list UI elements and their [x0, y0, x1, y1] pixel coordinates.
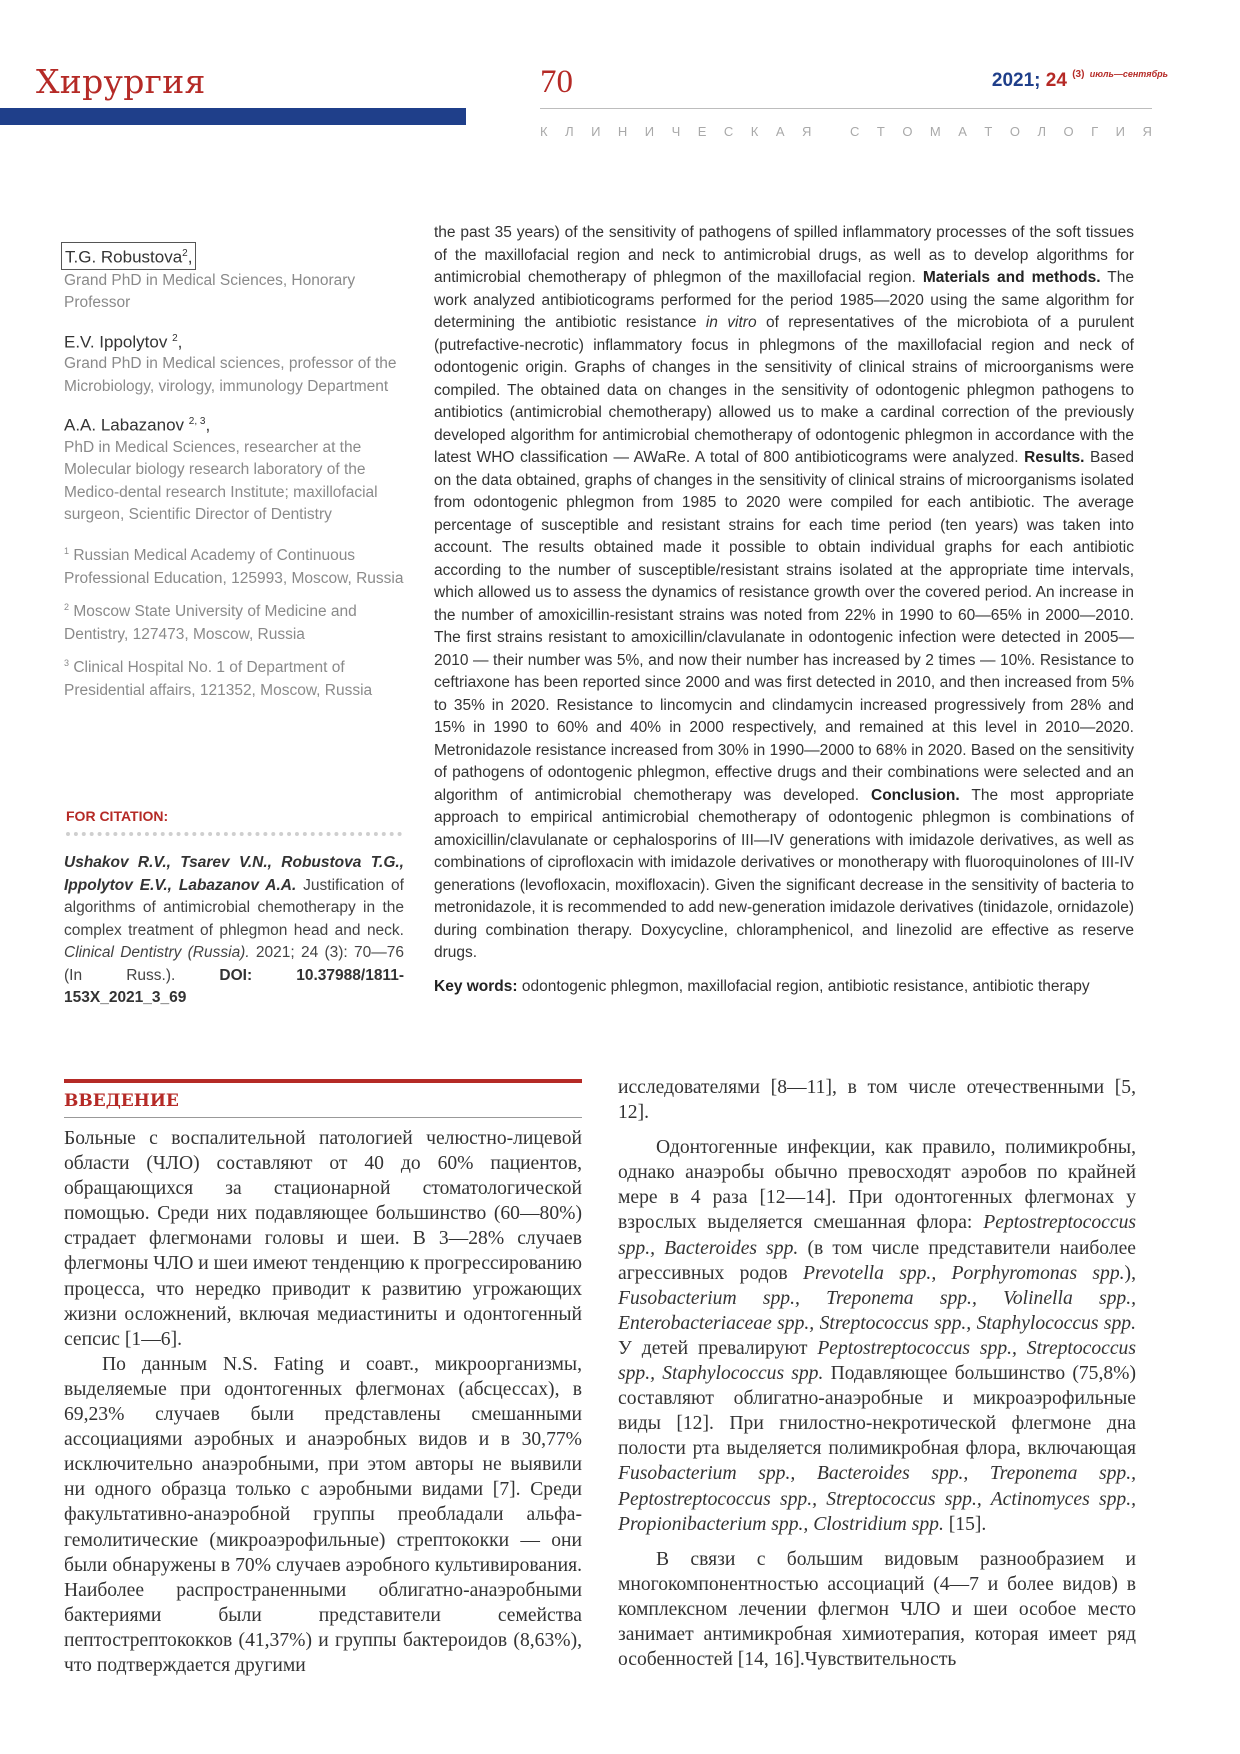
body-column-left	[64, 1126, 582, 1678]
section-rule	[64, 1079, 582, 1083]
author-description: Grand PhD in Medical sciences, professor of the Microbiology, virology, immunology Department	[64, 355, 397, 395]
journal-name-letter: Г	[1091, 124, 1099, 139]
paragraph: исследователями [8—11], в том числе отечественными [5, 12].	[618, 1077, 1136, 1124]
author-name: T.G. Robustova$^2$,	[61, 242, 196, 270]
journal-name-letter: Н	[617, 124, 628, 139]
journal-name-letter: К	[540, 124, 548, 139]
journal-name-letter: С	[850, 124, 860, 139]
author-name: A.A. Labazanov $^{2, 3}$,	[64, 415, 211, 435]
journal-name-letter: Ч	[671, 124, 681, 139]
journal-name-gap	[829, 124, 833, 139]
journal-name-letter: М	[929, 124, 941, 139]
issue-volume: 24	[1045, 70, 1067, 91]
paragraph: Одонтогенные инфекции, как правило, полимикробны, однако анаэробы обычно превосходят аэробов по крайней мере в 4 раза [12—14]. При одонтогенных флегмонах у взрослых выделяется смешанная флора: Peptostreptococcus spp., Bacteroides spp. (в том числе представители наиболее агрессивных родов Prevotella spp., Porphyromonas spp.), Fusobacterium spp., Treponema spp., Volinella spp., Enterobacteriaceae spp., Streptococcus spp., Staphylococcus spp. У детей превалируют Peptostreptococcus spp., Streptococcus spp., Staphylococcus spp. Подавляющее большинство (75,8%) составляют облигатно-анаэробные и микроаэрофильные виды [12]. При гнилостно-некротической флегмоне дна полости рта выделяется полимикробная флора, включающая Fusobacterium spp., Bacteroides spp., Treponema spp., Peptostreptococcus spp., Streptococcus spp., Actinomyces spp., Propionibacterium spp., Clostridium spp. [15].	[618, 1137, 1137, 1535]
citation-heading: FOR CITATION:	[66, 808, 169, 824]
keywords: Key words: odontogenic phlegmon, maxillofacial region, antibiotic resistance, antibiotic therapy	[434, 978, 1090, 995]
affiliation: $^3$ Clinical Hospital No. 1 of Department of Presidential affairs, 121352, Moscow, Russia	[64, 658, 373, 699]
author-name: E.V. Ippolytov $^2$,	[64, 332, 183, 352]
issue-months: июль—сентябрь	[1089, 69, 1168, 79]
journal-name-letter: О	[1009, 124, 1020, 139]
paragraph: В связи с большим видовым разнообразием и многокомпонентностью ассоциаций (4—7 и более видов) в комплексном лечении флегмон ЧЛО и шеи особое место занимает антимикробная химиотерапия, которая имеет ряд особенностей [14, 16].Чувствительность	[618, 1548, 1136, 1671]
journal-name-letter: И	[591, 124, 601, 139]
journal-name-letter: О	[1063, 124, 1074, 139]
journal-name-letter: Л	[1037, 124, 1046, 139]
journal-name-letter: К	[750, 124, 759, 139]
intro-heading: ВВЕДЕНИЕ	[64, 1091, 179, 1111]
paragraph: Больные с воспалительной патологией челюстно-лицевой области (ЧЛО) составляют от 40 до 60% пациентов, обращающихся за стационарной стоматологической помощью. Среди них подавляющее большинство (60—80%) страдает флегмонами головы и шеи. В 3—28% случаев флегмоны ЧЛО и шеи имеют тенденцию к прогрессированию процесса, что нередко приводит к развитию угрожающих жизни осложнений, включая медиастиниты и одонтогенный сепсис [1—6].	[64, 1128, 582, 1350]
affiliation: $^1$ Russian Medical Academy of Continuous Professional Education, 125993, Moscow, Russia	[64, 545, 404, 587]
author-list	[64, 242, 409, 708]
journal-name-letter: Я	[1142, 124, 1152, 139]
journal-name-letter: Л	[565, 124, 574, 139]
author-description: PhD in Medical Sciences, researcher at the Molecular biology research laboratory of the Medico-dental research Institute; maxillofacial surgeon, Scientific Director of Dentistry	[64, 438, 378, 524]
issue-number: (3)	[1072, 69, 1085, 80]
journal-name	[540, 124, 1152, 139]
page-number: 70	[540, 64, 573, 100]
journal-name-letter: Т	[984, 124, 993, 139]
section-rule-thin	[64, 1117, 582, 1118]
citation-text: Ushakov R.V., Tsarev V.N., Robustova T.G., Ippolytov E.V., Labazanov A.A. Justification of algorithms of antimicrobial chemotherapy in the complex treatment of phlegmon head and neck. Clinical Dentistry (Russia). 2021; 24 (3): 70—76 (In Russ.). DOI: 10.37988/1811-153X_2021_3_69	[64, 854, 404, 1006]
journal-name-letter: Т	[876, 124, 885, 139]
journal-name-letter: О	[902, 124, 913, 139]
header-band	[0, 108, 466, 125]
dotted-divider	[66, 832, 402, 836]
issue-year: 2021;	[991, 70, 1046, 91]
doi-link[interactable]: DOI: 10.37988/1811-153X_2021_3_69	[64, 966, 404, 1006]
affiliation: $^2$ Moscow State University of Medicine and Dentistry, 127473, Moscow, Russia	[64, 602, 357, 643]
header-rule	[540, 108, 1152, 109]
journal-name-letter: А	[958, 124, 967, 139]
section-title: Хирургия	[36, 62, 206, 101]
body-column-right	[618, 1075, 1136, 1672]
paragraph: По данным N.S. Fating и соавт., микроорганизмы, выделяемые при одонтогенных флегмонах (абсцессах), в 69,23% случаев были представлены смешанными ассоциациями аэробных и анаэробных видов и в 30,77% исключительно анаэробными, при этом авторы не выявили ни одного образца только с аэробными видами [7]. Среди факультативно-анаэробной группы преобладали альфа-гемолитические (микроаэрофильные) стрептококки — они были обнаружены в 70% случаев аэробного культивирования. Наиболее распространенными облигатно-анаэробными бактериями были представители семейства пептострептококков (41,37%) и группы бактероидов (8,63%), что подтверждается другими	[64, 1353, 582, 1676]
abstract-text: the past 35 years) of the sensitivity of pathogens of spilled inflammatory processes of the soft tissues of the maxillofacial region and neck to antimicrobial drugs, as well as to develop algorithms for antimicrobial chemotherapy of phlegmon of the maxillofacial region. Materials and methods. The work analyzed antibioticograms performed for the period 1985—2020 using the same algorithm for determining the antibiotic resistance in vitro of representatives of the microbiota of a purulent (putrefactive-necrotic) inflammatory focus in phlegmons of the maxillofacial region and neck of odontogenic origin. Graphs of changes in the sensitivity of clinical strains of microorganisms were compiled. The obtained data on changes in the sensitivity of odontogenic phlegmon pathogens to antibiotics (antimicrobial chemotherapy) allowed us to make a cardinal correction of the previously developed algorithm for antimicrobial chemotherapy of odontogenic phlegmon in accordance with the latest WHO classification — AWaRe. A total of 800 antibioticograms were analyzed. Results. Based on the data obtained, graphs of changes in the sensitivity of clinical strains of microorganisms isolated from odontogenic phlegmon from 1985 to 2020 were compiled for each antibiotic. The average percentage of susceptible and resistant strains for each time period (ten years) was taken into account. The results obtained made it possible to obtain individual graphs for each antibiotic according to the number of susceptible/resistant strains isolated at the appropriate time intervals, which allowed us to assess the dynamics of resistance growth over the covered period. An increase in the number of amoxicillin-resistant strains was noted from 22% in 1990 to 60—65% in 2000—2010. The first strains resistant to amoxicillin/clavulanate in odontogenic infection were detected in 2005—2010 — their number was 5%, and now their number has increased by 2 times — 10%. Resistance to ceftriaxone has been reported since 2000 and was first detected in 2010, and then increased from 5% to 35% in 2020. Resistance to lincomycin and clindamycin increased progressively from 28% and 15% in 1990 to 60% and 40% in 2000 respectively, and remained at this level in 2010—2020. Metronidazole resistance increased from 30% in 1990—2000 to 68% in 2020. Based on the sensitivity of pathogens of odontogenic phlegmon, effective drugs and their combinations were selected and an algorithm of antimicrobial chemotherapy was developed. Conclusion. The most appropriate approach to empirical antimicrobial chemotherapy of odontogenic phlegmon is combinations of amoxicillin/clavulanate or cephalosporins of III—IV generations with imidazole derivatives, as well as combinations of ciprofloxacin with imidazole derivatives or monotherapy with fluoroquinolones of III-IV generations (levofloxacin, moxifloxacin). Given the significant decrease in the sensitivity of bacteria to metronidazole, it is recommended to add new-generation imidazole derivatives (tinidazole, ornidazole) during combination therapy. Doxycycline, chloramphenicol, and linezolid are effective as reserve drugs.	[434, 224, 1135, 961]
journal-name-letter: И	[644, 124, 655, 139]
journal-name-letter: С	[723, 124, 734, 139]
journal-name-letter: Я	[802, 124, 812, 139]
issue-info	[992, 70, 1168, 92]
author-description: Grand PhD in Medical Sciences, Honorary Professor	[64, 271, 356, 312]
journal-name-letter: И	[1115, 124, 1125, 139]
journal-name-letter: Е	[697, 124, 707, 139]
journal-name-letter: А	[775, 124, 785, 139]
